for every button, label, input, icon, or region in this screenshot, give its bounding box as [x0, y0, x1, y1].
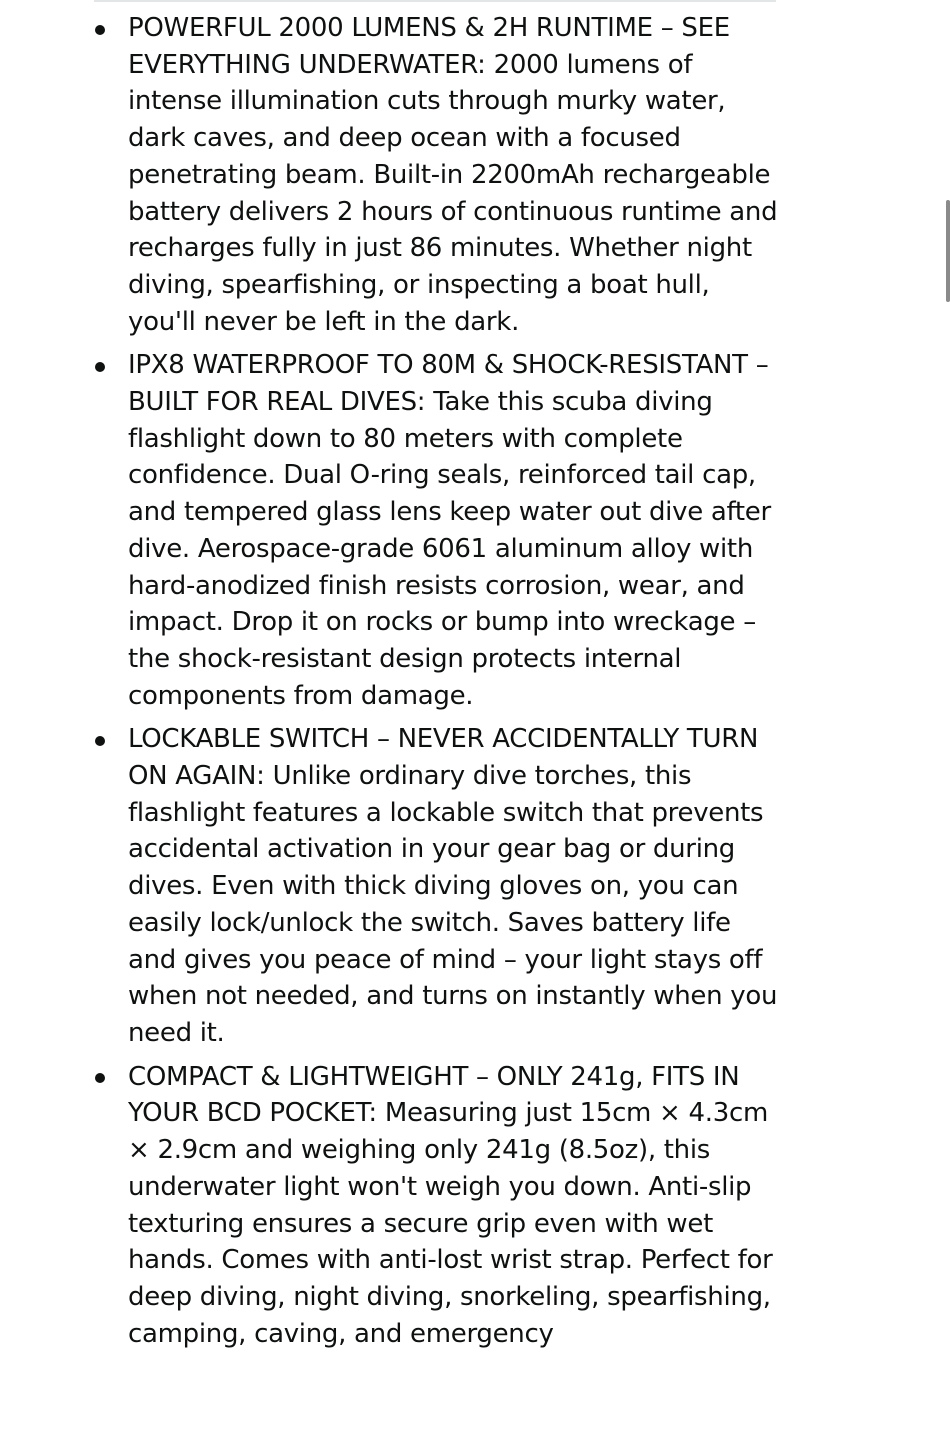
- feature-bullet-item: [0, 721, 780, 1051]
- scrollbar-thumb[interactable]: [946, 200, 950, 302]
- feature-bullet-text: POWERFUL 2000 LUMENS & 2H RUNTIME – SEE EVERYTHING UNDERWATER: 2000 lumens of intense illumination cuts through murky water, dark caves, and deep ocean with a focused penetrating beam. Built-in 2200mAh rechargeable battery delivers 2 hours of continuous runtime and recharges fully in just 86 minutes. Whether night diving, spearfishing, or inspecting a boat hull, you'll never be left in the dark.: [128, 13, 778, 337]
- bullet-dot-icon: [95, 1073, 105, 1083]
- bullet-dot-icon: [95, 362, 105, 372]
- feature-bullet-item: [0, 1059, 780, 1353]
- feature-bullet-text: IPX8 WATERPROOF TO 80M & SHOCK-RESISTANT – BUILT FOR REAL DIVES: Take this scuba diving flashlight down to 80 meters with complete confidence. Dual O-ring seals, reinforced tail cap, and tempered glass lens keep water out dive after dive. Aerospace-grade 6061 aluminum alloy with hard-anodized finish resists corrosion, wear, and impact. Drop it on rocks or bump into wreckage – the shock-resistant design protects internal components from damage.: [128, 350, 771, 711]
- bullet-dot-icon: [95, 25, 105, 35]
- top-divider: [94, 0, 776, 2]
- feature-bullet-text: LOCKABLE SWITCH – NEVER ACCIDENTALLY TURN ON AGAIN: Unlike ordinary dive torches, this flashlight features a lockable switch that prevents accidental activation in your gear bag or during dives. Even with thick diving gloves on, you can easily lock/unlock the switch. Saves battery life and gives you peace of mind – your light stays off when not needed, and turns on instantly when you need it.: [128, 724, 778, 1048]
- feature-bullet-item: [0, 10, 780, 340]
- feature-bullet-item: [0, 347, 780, 714]
- feature-bullet-text: COMPACT & LIGHTWEIGHT – ONLY 241g, FITS IN YOUR BCD POCKET: Measuring just 15cm × 4.3cm × 2.9cm and weighing only 241g (8.5oz), this underwater light won't weigh you down. Anti-slip texturing ensures a secure grip even with wet hands. Comes with anti-lost wrist strap. Perfect for deep diving, night diving, snorkeling, spearfishing, camping, caving, and emergency: [128, 1061, 773, 1349]
- bullet-dot-icon: [95, 736, 105, 746]
- feature-bullet-list: [0, 10, 780, 1359]
